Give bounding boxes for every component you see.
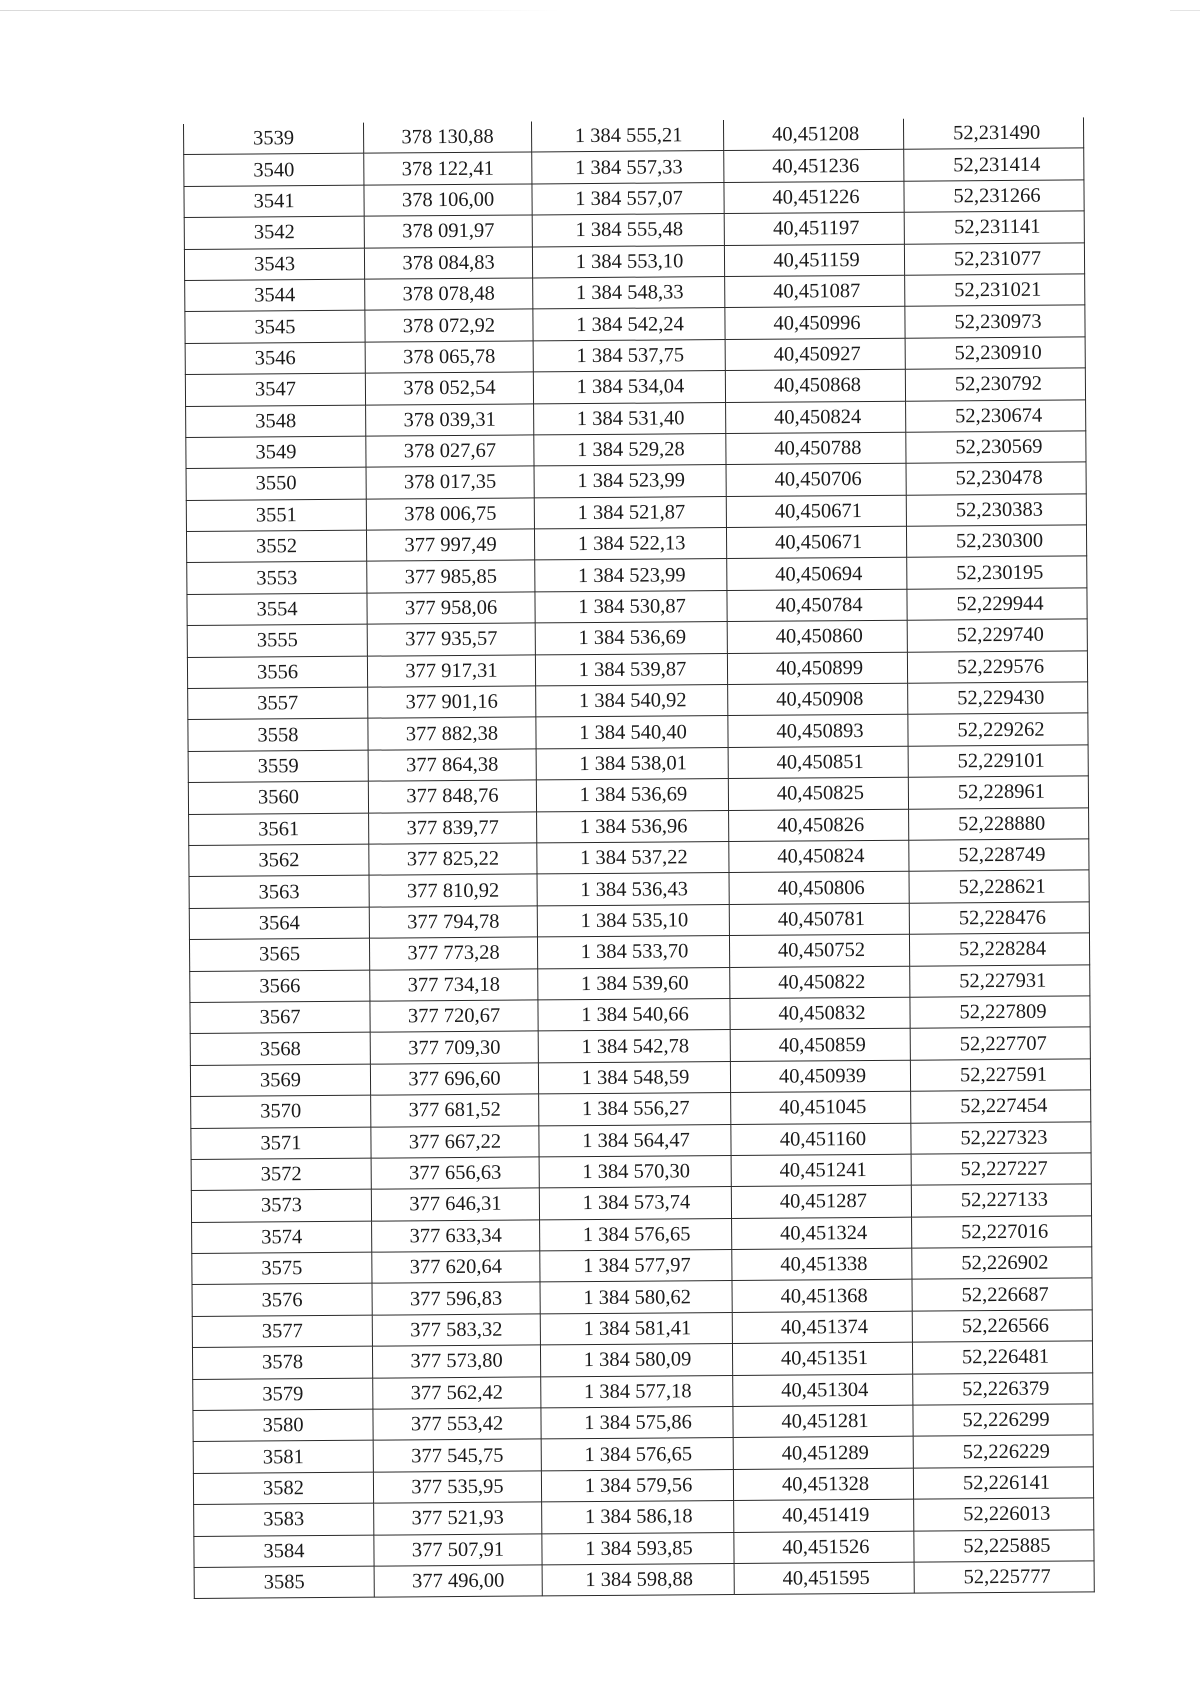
point-number-cell: 3541 — [184, 185, 364, 218]
x-coordinate-cell: 377 620,64 — [372, 1251, 540, 1284]
longitude-cell: 52,230195 — [907, 556, 1087, 589]
y-coordinate-cell: 1 384 593,85 — [542, 1532, 734, 1565]
x-coordinate-cell: 377 773,28 — [369, 937, 537, 970]
longitude-cell: 52,226481 — [912, 1341, 1092, 1374]
point-number-cell: 3547 — [185, 373, 365, 406]
longitude-cell: 52,227809 — [910, 996, 1090, 1029]
longitude-cell: 52,226566 — [912, 1310, 1092, 1343]
scan-artifact-line — [0, 10, 560, 11]
latitude-cell: 40,450806 — [729, 872, 909, 905]
x-coordinate-cell: 377 667,22 — [371, 1125, 539, 1158]
x-coordinate-cell: 378 017,35 — [366, 466, 534, 499]
x-coordinate-cell: 377 810,92 — [369, 874, 537, 907]
x-coordinate-cell: 377 720,67 — [370, 1000, 538, 1033]
x-coordinate-cell: 377 882,38 — [368, 717, 536, 750]
x-coordinate-cell: 377 794,78 — [369, 906, 537, 939]
latitude-cell: 40,451526 — [734, 1531, 914, 1564]
point-number-cell: 3552 — [186, 530, 366, 563]
longitude-cell: 52,230910 — [905, 337, 1085, 370]
x-coordinate-cell: 377 496,00 — [374, 1565, 542, 1598]
longitude-cell: 52,226013 — [914, 1498, 1094, 1531]
latitude-cell: 40,450996 — [725, 307, 905, 340]
point-number-cell: 3579 — [193, 1378, 373, 1411]
y-coordinate-cell: 1 384 577,18 — [541, 1375, 733, 1408]
y-coordinate-cell: 1 384 537,75 — [533, 339, 725, 372]
point-number-cell: 3565 — [189, 938, 369, 971]
latitude-cell: 40,450822 — [730, 966, 910, 999]
longitude-cell: 52,228284 — [909, 933, 1089, 966]
y-coordinate-cell: 1 384 555,48 — [532, 214, 724, 247]
latitude-cell: 40,450788 — [726, 432, 906, 465]
longitude-cell: 52,228621 — [909, 870, 1089, 903]
y-coordinate-cell: 1 384 534,04 — [533, 371, 725, 404]
longitude-cell: 52,227454 — [911, 1090, 1091, 1123]
point-number-cell: 3550 — [186, 467, 366, 500]
y-coordinate-cell: 1 384 564,47 — [539, 1124, 731, 1157]
x-coordinate-cell: 377 507,91 — [374, 1533, 542, 1566]
longitude-cell: 52,226687 — [912, 1278, 1092, 1311]
y-coordinate-cell: 1 384 536,96 — [537, 810, 729, 843]
point-number-cell: 3543 — [184, 248, 364, 281]
x-coordinate-cell: 377 825,22 — [369, 843, 537, 876]
latitude-cell: 40,451595 — [734, 1562, 914, 1595]
y-coordinate-cell: 1 384 522,13 — [534, 528, 726, 561]
y-coordinate-cell: 1 384 573,74 — [539, 1187, 731, 1220]
latitude-cell: 40,450784 — [727, 589, 907, 622]
y-coordinate-cell: 1 384 576,65 — [540, 1218, 732, 1251]
latitude-cell: 40,451241 — [731, 1154, 911, 1187]
longitude-cell: 52,227323 — [911, 1121, 1091, 1154]
latitude-cell: 40,450752 — [729, 934, 909, 967]
longitude-cell: 52,226141 — [913, 1467, 1093, 1500]
scan-artifact-line — [1170, 10, 1200, 11]
y-coordinate-cell: 1 384 555,21 — [531, 120, 723, 152]
y-coordinate-cell: 1 384 557,07 — [532, 182, 724, 215]
latitude-cell: 40,450927 — [725, 338, 905, 371]
y-coordinate-cell: 1 384 538,01 — [536, 747, 728, 780]
longitude-cell: 52,227133 — [911, 1184, 1091, 1217]
point-number-cell: 3573 — [191, 1189, 371, 1222]
latitude-cell: 40,451208 — [723, 119, 903, 151]
y-coordinate-cell: 1 384 533,70 — [537, 936, 729, 969]
point-number-cell: 3556 — [187, 656, 367, 689]
y-coordinate-cell: 1 384 570,30 — [539, 1155, 731, 1188]
y-coordinate-cell: 1 384 535,10 — [537, 904, 729, 937]
longitude-cell: 52,230792 — [905, 368, 1085, 401]
longitude-cell: 52,230973 — [905, 305, 1085, 338]
latitude-cell: 40,450859 — [730, 1029, 910, 1062]
latitude-cell: 40,451289 — [733, 1437, 913, 1470]
x-coordinate-cell: 377 573,80 — [372, 1345, 540, 1378]
point-number-cell: 3567 — [190, 1001, 370, 1034]
x-coordinate-cell: 378 130,88 — [363, 121, 531, 153]
x-coordinate-cell: 377 958,06 — [367, 592, 535, 625]
point-number-cell: 3564 — [189, 907, 369, 940]
latitude-cell: 40,451419 — [734, 1499, 914, 1532]
latitude-cell: 40,451281 — [733, 1405, 913, 1438]
point-number-cell: 3585 — [194, 1566, 374, 1599]
y-coordinate-cell: 1 384 576,65 — [541, 1438, 733, 1471]
x-coordinate-cell: 377 848,76 — [368, 780, 536, 813]
y-coordinate-cell: 1 384 539,60 — [538, 967, 730, 1000]
x-coordinate-cell: 377 901,16 — [368, 686, 536, 719]
point-number-cell: 3569 — [190, 1064, 370, 1097]
latitude-cell: 40,450851 — [728, 746, 908, 779]
latitude-cell: 40,450824 — [729, 840, 909, 873]
x-coordinate-cell: 377 562,42 — [373, 1377, 541, 1410]
y-coordinate-cell: 1 384 553,10 — [532, 245, 724, 278]
x-coordinate-cell: 378 039,31 — [366, 403, 534, 436]
latitude-cell: 40,450893 — [728, 715, 908, 748]
x-coordinate-cell: 378 027,67 — [366, 435, 534, 468]
y-coordinate-cell: 1 384 577,97 — [540, 1250, 732, 1283]
point-number-cell: 3548 — [186, 405, 366, 438]
y-coordinate-cell: 1 384 575,86 — [541, 1407, 733, 1440]
point-number-cell: 3555 — [187, 624, 367, 657]
latitude-cell: 40,450706 — [726, 464, 906, 497]
x-coordinate-cell: 378 091,97 — [364, 215, 532, 248]
y-coordinate-cell: 1 384 540,66 — [538, 998, 730, 1031]
point-number-cell: 3580 — [193, 1409, 373, 1442]
latitude-cell: 40,451159 — [724, 244, 904, 277]
longitude-cell: 52,228476 — [909, 902, 1089, 935]
y-coordinate-cell: 1 384 530,87 — [535, 590, 727, 623]
longitude-cell: 52,227707 — [910, 1027, 1090, 1060]
y-coordinate-cell: 1 384 540,40 — [536, 716, 728, 749]
latitude-cell: 40,451160 — [731, 1123, 911, 1156]
longitude-cell: 52,227591 — [910, 1059, 1090, 1092]
document-page — [183, 117, 1094, 1599]
point-number-cell: 3544 — [185, 279, 365, 312]
x-coordinate-cell: 377 839,77 — [369, 812, 537, 845]
longitude-cell: 52,228961 — [908, 776, 1088, 809]
latitude-cell: 40,450694 — [727, 558, 907, 591]
longitude-cell: 52,227227 — [911, 1153, 1091, 1186]
longitude-cell: 52,231490 — [903, 117, 1083, 149]
latitude-cell: 40,450860 — [727, 620, 907, 653]
x-coordinate-cell: 377 656,63 — [371, 1157, 539, 1190]
point-number-cell: 3545 — [185, 311, 365, 344]
latitude-cell: 40,450826 — [729, 809, 909, 842]
y-coordinate-cell: 1 384 521,87 — [534, 496, 726, 529]
latitude-cell: 40,450868 — [725, 369, 905, 402]
longitude-cell: 52,226902 — [912, 1247, 1092, 1280]
y-coordinate-cell: 1 384 537,22 — [537, 842, 729, 875]
y-coordinate-cell: 1 384 598,88 — [542, 1563, 734, 1596]
longitude-cell: 52,231141 — [904, 211, 1084, 244]
y-coordinate-cell: 1 384 529,28 — [534, 433, 726, 466]
longitude-cell: 52,226379 — [913, 1372, 1093, 1405]
x-coordinate-cell: 377 521,93 — [374, 1502, 542, 1535]
y-coordinate-cell: 1 384 536,69 — [535, 622, 727, 655]
point-number-cell: 3559 — [188, 750, 368, 783]
y-coordinate-cell: 1 384 536,69 — [536, 779, 728, 812]
point-number-cell: 3558 — [188, 719, 368, 752]
x-coordinate-cell: 377 583,32 — [372, 1314, 540, 1347]
latitude-cell: 40,450899 — [727, 652, 907, 685]
x-coordinate-cell: 378 052,54 — [365, 372, 533, 405]
point-number-cell: 3551 — [186, 499, 366, 532]
point-number-cell: 3546 — [185, 342, 365, 375]
y-coordinate-cell: 1 384 548,33 — [533, 276, 725, 309]
x-coordinate-cell: 377 545,75 — [373, 1439, 541, 1472]
point-number-cell: 3563 — [189, 876, 369, 909]
longitude-cell: 52,230674 — [906, 399, 1086, 432]
longitude-cell: 52,229576 — [907, 651, 1087, 684]
latitude-cell: 40,450671 — [726, 495, 906, 528]
x-coordinate-cell: 378 065,78 — [365, 341, 533, 374]
table-row — [194, 1561, 1094, 1599]
x-coordinate-cell: 377 734,18 — [370, 968, 538, 1001]
x-coordinate-cell: 377 646,31 — [371, 1188, 539, 1221]
longitude-cell: 52,229101 — [908, 745, 1088, 778]
longitude-cell: 52,229430 — [908, 682, 1088, 715]
latitude-cell: 40,450939 — [730, 1060, 910, 1093]
y-coordinate-cell: 1 384 531,40 — [534, 402, 726, 435]
y-coordinate-cell: 1 384 542,78 — [538, 1030, 730, 1063]
point-number-cell: 3581 — [193, 1441, 373, 1474]
longitude-cell: 52,225885 — [914, 1529, 1094, 1562]
y-coordinate-cell: 1 384 548,59 — [538, 1061, 730, 1094]
latitude-cell: 40,451304 — [733, 1374, 913, 1407]
y-coordinate-cell: 1 384 579,56 — [541, 1469, 733, 1502]
y-coordinate-cell: 1 384 580,09 — [540, 1344, 732, 1377]
x-coordinate-cell: 377 633,34 — [372, 1220, 540, 1253]
point-number-cell: 3561 — [189, 813, 369, 846]
longitude-cell: 52,229944 — [907, 588, 1087, 621]
latitude-cell: 40,451087 — [725, 275, 905, 308]
point-number-cell: 3560 — [188, 781, 368, 814]
latitude-cell: 40,451351 — [732, 1342, 912, 1375]
y-coordinate-cell: 1 384 542,24 — [533, 308, 725, 341]
x-coordinate-cell: 377 696,60 — [370, 1063, 538, 1096]
latitude-cell: 40,451368 — [732, 1280, 912, 1313]
longitude-cell: 52,229262 — [908, 713, 1088, 746]
longitude-cell: 52,230300 — [906, 525, 1086, 558]
point-number-cell: 3571 — [191, 1127, 371, 1160]
point-number-cell: 3576 — [192, 1284, 372, 1317]
latitude-cell: 40,450908 — [728, 683, 908, 716]
latitude-cell: 40,451045 — [731, 1091, 911, 1124]
y-coordinate-cell: 1 384 540,92 — [536, 685, 728, 718]
y-coordinate-cell: 1 384 581,41 — [540, 1312, 732, 1345]
latitude-cell: 40,450825 — [728, 777, 908, 810]
x-coordinate-cell: 377 935,57 — [367, 623, 535, 656]
longitude-cell: 52,227016 — [912, 1216, 1092, 1249]
longitude-cell: 52,231077 — [904, 242, 1084, 275]
point-number-cell: 3540 — [184, 154, 364, 187]
point-number-cell: 3553 — [187, 562, 367, 595]
y-coordinate-cell: 1 384 586,18 — [542, 1501, 734, 1534]
y-coordinate-cell: 1 384 523,99 — [535, 559, 727, 592]
point-number-cell: 3549 — [186, 436, 366, 469]
point-number-cell: 3583 — [194, 1503, 374, 1536]
longitude-cell: 52,230569 — [906, 431, 1086, 464]
x-coordinate-cell: 377 553,42 — [373, 1408, 541, 1441]
point-number-cell: 3554 — [187, 593, 367, 626]
x-coordinate-cell: 377 535,95 — [373, 1471, 541, 1504]
x-coordinate-cell: 378 084,83 — [364, 247, 532, 280]
x-coordinate-cell: 377 681,52 — [371, 1094, 539, 1127]
point-number-cell: 3570 — [191, 1095, 371, 1128]
latitude-cell: 40,451226 — [724, 181, 904, 214]
x-coordinate-cell: 378 078,48 — [365, 278, 533, 311]
x-coordinate-cell: 378 122,41 — [364, 152, 532, 185]
x-coordinate-cell: 378 106,00 — [364, 184, 532, 217]
longitude-cell: 52,230383 — [906, 494, 1086, 527]
latitude-cell: 40,451236 — [724, 150, 904, 183]
x-coordinate-cell: 377 985,85 — [367, 560, 535, 593]
point-number-cell: 3574 — [192, 1221, 372, 1254]
x-coordinate-cell: 377 864,38 — [368, 749, 536, 782]
point-number-cell: 3542 — [184, 216, 364, 249]
longitude-cell: 52,225777 — [914, 1561, 1094, 1594]
y-coordinate-cell: 1 384 557,33 — [532, 151, 724, 184]
point-number-cell: 3584 — [194, 1535, 374, 1568]
x-coordinate-cell: 378 006,75 — [366, 498, 534, 531]
latitude-cell: 40,451338 — [732, 1248, 912, 1281]
point-number-cell: 3557 — [188, 687, 368, 720]
latitude-cell: 40,450671 — [726, 526, 906, 559]
point-number-cell: 3566 — [190, 970, 370, 1003]
longitude-cell: 52,231021 — [905, 274, 1085, 307]
point-number-cell: 3568 — [190, 1032, 370, 1065]
x-coordinate-cell: 377 997,49 — [366, 529, 534, 562]
coordinates-table — [183, 117, 1095, 1599]
point-number-cell: 3577 — [192, 1315, 372, 1348]
point-number-cell: 3575 — [192, 1252, 372, 1285]
x-coordinate-cell: 377 917,31 — [367, 655, 535, 688]
longitude-cell: 52,226229 — [913, 1435, 1093, 1468]
latitude-cell: 40,450832 — [730, 997, 910, 1030]
y-coordinate-cell: 1 384 539,87 — [535, 653, 727, 686]
point-number-cell: 3582 — [193, 1472, 373, 1505]
x-coordinate-cell: 378 072,92 — [365, 309, 533, 342]
y-coordinate-cell: 1 384 580,62 — [540, 1281, 732, 1314]
latitude-cell: 40,451324 — [732, 1217, 912, 1250]
x-coordinate-cell: 377 596,83 — [372, 1282, 540, 1315]
point-number-cell: 3578 — [192, 1346, 372, 1379]
longitude-cell: 52,228749 — [909, 839, 1089, 872]
y-coordinate-cell: 1 384 536,43 — [537, 873, 729, 906]
point-number-cell: 3572 — [191, 1158, 371, 1191]
latitude-cell: 40,451374 — [732, 1311, 912, 1344]
latitude-cell: 40,451287 — [731, 1185, 911, 1218]
latitude-cell: 40,451328 — [733, 1468, 913, 1501]
point-number-cell: 3539 — [183, 123, 363, 155]
longitude-cell: 52,229740 — [907, 619, 1087, 652]
longitude-cell: 52,226299 — [913, 1404, 1093, 1437]
coordinates-table-body — [183, 117, 1094, 1598]
longitude-cell: 52,231266 — [904, 180, 1084, 213]
latitude-cell: 40,450781 — [729, 903, 909, 936]
longitude-cell: 52,228880 — [909, 807, 1089, 840]
longitude-cell: 52,230478 — [906, 462, 1086, 495]
y-coordinate-cell: 1 384 523,99 — [534, 465, 726, 498]
point-number-cell: 3562 — [189, 844, 369, 877]
latitude-cell: 40,451197 — [724, 212, 904, 245]
latitude-cell: 40,450824 — [726, 401, 906, 434]
y-coordinate-cell: 1 384 556,27 — [539, 1093, 731, 1126]
x-coordinate-cell: 377 709,30 — [370, 1031, 538, 1064]
longitude-cell: 52,231414 — [904, 148, 1084, 181]
longitude-cell: 52,227931 — [910, 964, 1090, 997]
